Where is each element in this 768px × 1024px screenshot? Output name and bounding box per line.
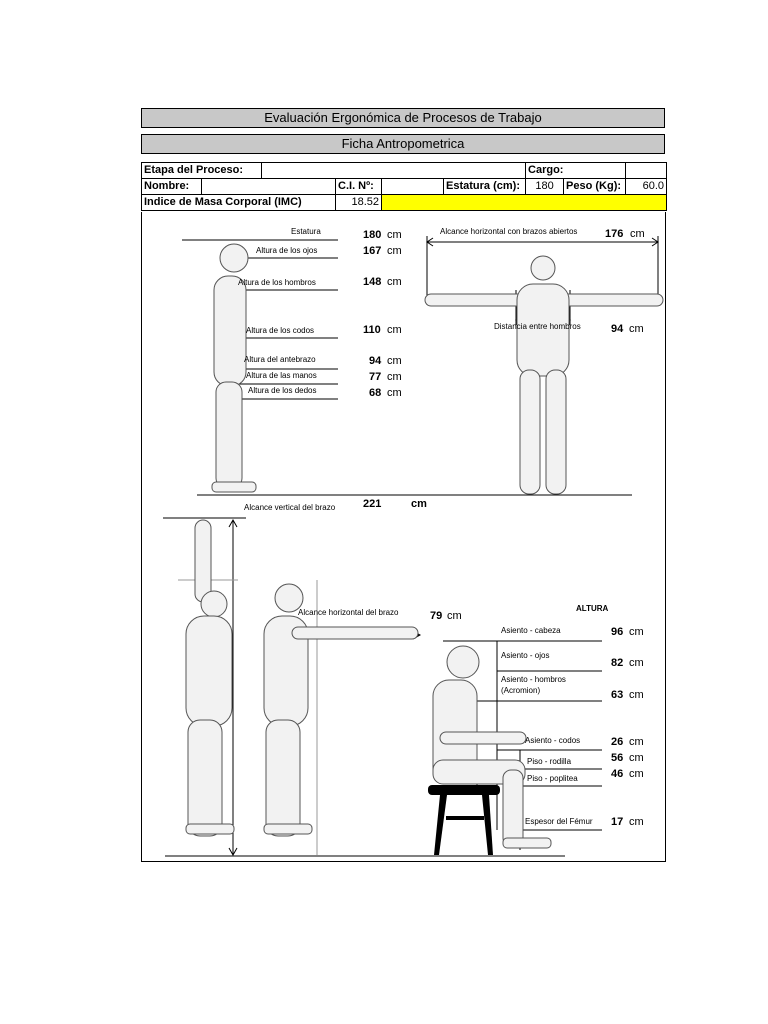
unit-piso-poplitea: cm [629, 768, 644, 780]
value-altura-dedos: 68 [369, 387, 382, 399]
arms-up-figure [186, 520, 234, 836]
label-acromion: (Acromion) [501, 686, 541, 695]
value-altura-antebrazo: 94 [369, 355, 382, 367]
value-distancia-hombros: 94 [611, 323, 624, 335]
label-altura-dedos: Altura de los dedos [248, 386, 317, 395]
label-asiento-hombros: Asiento - hombros [501, 675, 566, 684]
unit-asiento-ojos: cm [629, 657, 644, 669]
peso-label: Peso (Kg): [564, 179, 626, 195]
label-altura-codos: Altura de los codos [246, 326, 315, 335]
label-alcance-vertical: Alcance vertical del brazo [244, 503, 336, 512]
unit-piso-rodilla: cm [629, 752, 644, 764]
label-piso-poplitea: Piso - poplitea [527, 774, 578, 783]
unit-altura-dedos: cm [387, 387, 402, 399]
label-altura-manos: Altura de las manos [246, 371, 317, 380]
unit-altura-hombros: cm [387, 276, 402, 288]
imc-value: 18.52 [336, 195, 382, 211]
unit-espesor-femur: cm [629, 816, 644, 828]
label-alcance-horizontal: Alcance horizontal del brazo [298, 608, 399, 617]
label-altura-ojos: Altura de los ojos [256, 246, 318, 255]
value-altura-hombros: 148 [363, 276, 382, 288]
unit-altura-manos: cm [387, 371, 402, 383]
unit-altura-antebrazo: cm [387, 355, 402, 367]
label-asiento-cabeza: Asiento - cabeza [501, 626, 561, 635]
front-figure [425, 256, 663, 494]
imc-label: Indice de Masa Corporal (IMC) [142, 195, 336, 211]
label-distancia-hombros: Distancia entre hombros [494, 322, 581, 331]
unit-altura-codos: cm [387, 324, 402, 336]
arm-forward-figure [264, 584, 418, 836]
etapa-label: Etapa del Proceso: [142, 163, 262, 179]
label-estatura: Estatura [291, 227, 321, 236]
value-asiento-cabeza: 96 [611, 626, 624, 638]
value-asiento-ojos: 82 [611, 657, 624, 669]
value-altura-ojos: 167 [363, 245, 382, 257]
value-alcance-horizontal: 79 [430, 610, 443, 622]
unit-estatura: cm [387, 229, 402, 241]
value-espesor-femur: 17 [611, 816, 624, 828]
unit-asiento-hombros: cm [629, 689, 644, 701]
label-asiento-ojos: Asiento - ojos [501, 651, 550, 660]
nombre-label: Nombre: [142, 179, 202, 195]
value-asiento-codos: 26 [611, 736, 624, 748]
label-alcance-brazos-abiertos: Alcance horizontal con brazos abiertos [440, 227, 578, 236]
unit-alcance-vertical: cm [411, 498, 427, 510]
value-alcance-vertical: 221 [363, 498, 382, 510]
value-alcance-brazos-abiertos: 176 [605, 228, 624, 240]
label-altura-antebrazo: Altura del antebrazo [244, 355, 316, 364]
value-altura-manos: 77 [369, 371, 382, 383]
unit-altura-ojos: cm [387, 245, 402, 257]
unit-alcance-horizontal: cm [447, 610, 462, 622]
document-title: Evaluación Ergonómica de Procesos de Trabajo [141, 108, 665, 128]
label-altura-hombros: Altura de los hombros [238, 278, 316, 287]
value-piso-poplitea: 46 [611, 768, 624, 780]
seated-heading: ALTURA [576, 604, 609, 613]
unit-distancia-hombros: cm [629, 323, 644, 335]
label-asiento-codos: Asiento - codos [525, 736, 581, 745]
value-asiento-hombros: 63 [611, 689, 624, 701]
stool-icon [428, 785, 500, 855]
unit-asiento-codos: cm [629, 736, 644, 748]
peso-field[interactable]: 60.0 [626, 179, 667, 195]
cargo-label: Cargo: [526, 163, 626, 179]
estatura-field[interactable]: 180 [526, 179, 564, 195]
unit-asiento-cabeza: cm [629, 626, 644, 638]
unit-alcance-brazos-abiertos: cm [630, 228, 645, 240]
ci-label: C.I. Nº: [336, 179, 382, 195]
value-piso-rodilla: 56 [611, 752, 624, 764]
value-altura-codos: 110 [363, 324, 381, 336]
label-espesor-femur: Espesor del Fémur [525, 817, 593, 826]
value-estatura: 180 [363, 229, 382, 241]
label-piso-rodilla: Piso - rodilla [527, 757, 572, 766]
estatura-label: Estatura (cm): [444, 179, 526, 195]
document-subtitle: Ficha Antropometrica [141, 134, 665, 154]
